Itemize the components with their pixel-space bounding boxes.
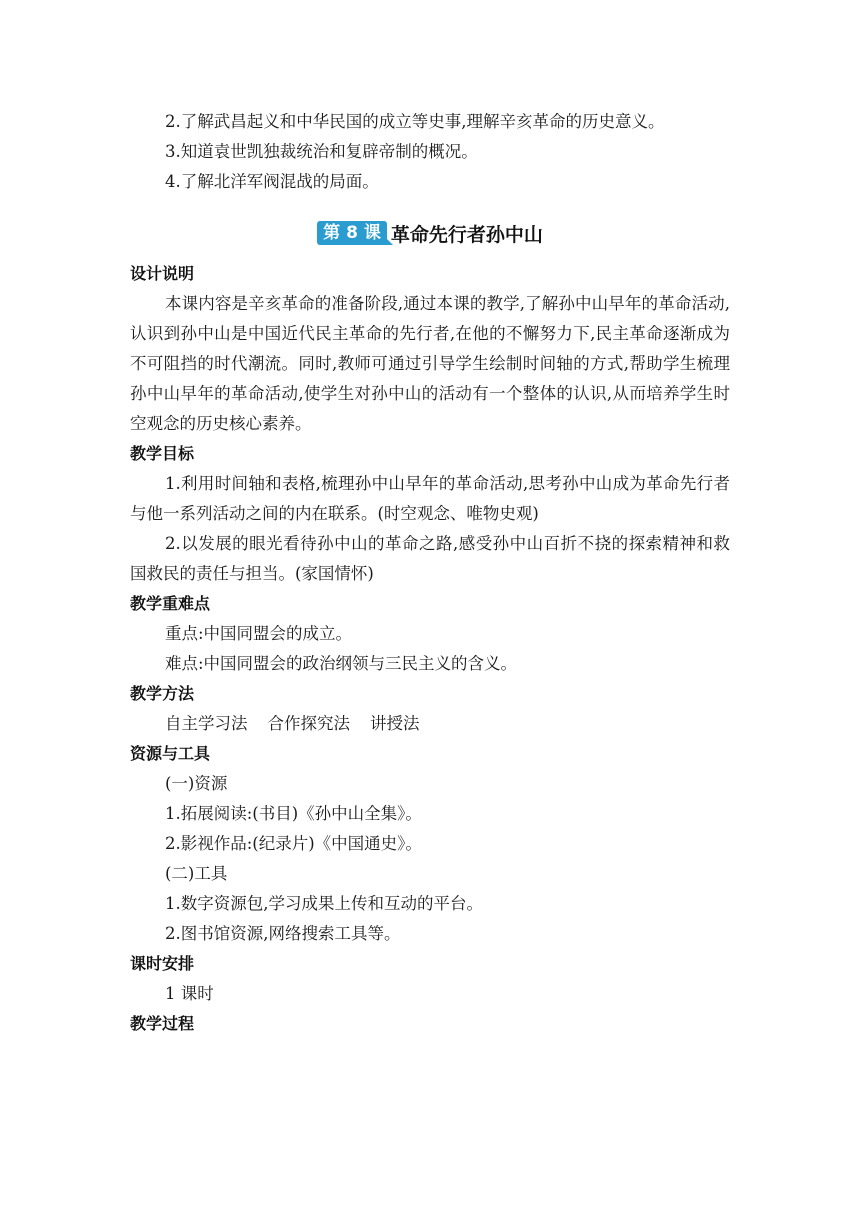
resource-item: 2.影视作品:(纪录片)《中国通史》。 bbox=[165, 834, 422, 853]
section-heading-methods: 教学方法 bbox=[130, 684, 195, 703]
section-heading-goals: 教学目标 bbox=[130, 444, 195, 463]
schedule-text: 1 课时 bbox=[165, 984, 214, 1003]
resources-subheading: (一)资源 bbox=[165, 774, 228, 793]
lesson-badge: 第 8 课 bbox=[317, 221, 387, 245]
lesson-name: 革命先行者孙中山 bbox=[390, 223, 543, 246]
section-heading-keypoints: 教学重难点 bbox=[130, 594, 211, 613]
section-heading-process: 教学过程 bbox=[130, 1014, 195, 1033]
key-point: 重点:中国同盟会的成立。 bbox=[165, 624, 353, 643]
method-item: 自主学习法 bbox=[165, 714, 248, 733]
method-item: 讲授法 bbox=[370, 714, 420, 733]
tools-subheading: (二)工具 bbox=[165, 864, 228, 883]
document-page bbox=[130, 107, 730, 1039]
tool-item: 2.图书馆资源,网络搜索工具等。 bbox=[165, 924, 401, 943]
intro-item: 2.了解武昌起义和中华民国的成立等史事,理解辛亥革命的历史意义。 bbox=[165, 112, 665, 131]
design-text: 本课内容是辛亥革命的准备阶段,通过本课的教学,了解孙中山早年的革命活动,认识到孙中山是中国近代民主革命的先行者,在他的不懈努力下,民主革命逐渐成为不可阻挡的时代潮流。同时,教师可通过引导学生绘制时间轴的方式,帮助学生梳理孙中山早年的革命活动,使学生对孙中山的活动有一个整体的认识,从而培养学生时空观念的历史核心素养。 bbox=[130, 294, 730, 433]
difficult-point: 难点:中国同盟会的政治纲领与三民主义的含义。 bbox=[165, 654, 518, 673]
goal-item: 2.以发展的眼光看待孙中山的革命之路,感受孙中山百折不挠的探索精神和救国救民的责任与担当。(家国情怀) bbox=[130, 534, 730, 583]
intro-item: 3.知道袁世凯独裁统治和复辟帝制的概况。 bbox=[165, 142, 478, 161]
section-heading-resources: 资源与工具 bbox=[130, 744, 211, 763]
section-heading-design: 设计说明 bbox=[130, 264, 195, 283]
lesson-title bbox=[130, 213, 730, 253]
resource-item: 1.拓展阅读:(书目)《孙中山全集》。 bbox=[165, 804, 422, 823]
intro-item: 4.了解北洋军阀混战的局面。 bbox=[165, 172, 379, 191]
method-item: 合作探究法 bbox=[267, 714, 350, 733]
tool-item: 1.数字资源包,学习成果上传和互动的平台。 bbox=[165, 894, 483, 913]
section-heading-schedule: 课时安排 bbox=[130, 954, 195, 973]
methods-list bbox=[130, 709, 730, 739]
goal-item: 1.利用时间轴和表格,梳理孙中山早年的革命活动,思考孙中山成为革命先行者与他一系列活动之间的内在联系。(时空观念、唯物史观) bbox=[130, 474, 730, 523]
